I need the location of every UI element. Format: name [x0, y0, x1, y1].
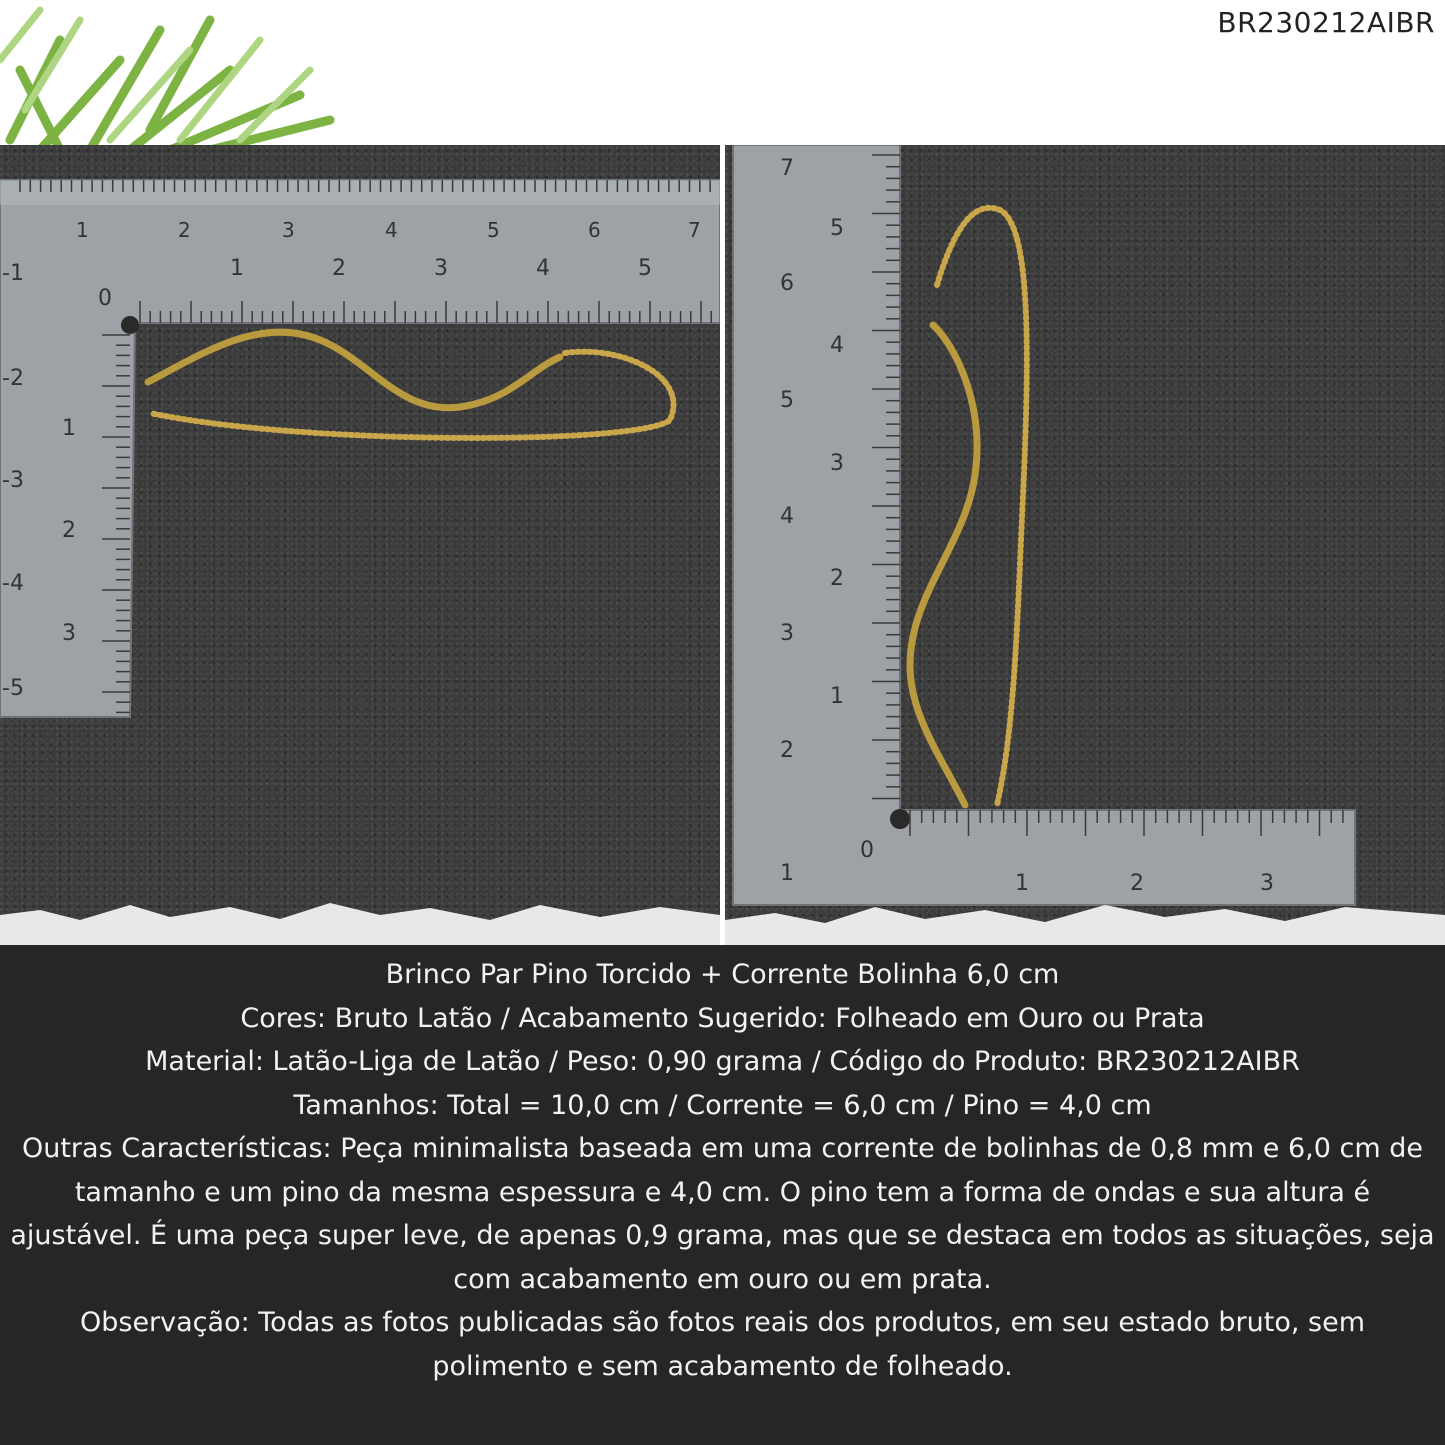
ruler-label: 3	[434, 256, 448, 281]
earring-chain	[937, 208, 1027, 805]
ruler-label: 6	[588, 218, 601, 242]
plant-decoration	[0, 0, 360, 150]
ruler-label: -5	[2, 676, 24, 701]
ruler-label: -2	[2, 366, 24, 391]
product-note: Observação: Todas as fotos publicadas são fotos reais dos produtos, em seu estado bruto, sem polimento e sem acabamento de folheado.	[79, 1307, 1366, 1382]
product-code: BR230212AIBR	[1217, 6, 1435, 39]
ruler-photo-left	[0, 145, 720, 945]
product-features: Outras Características: Peça minimalista baseada em uma corrente de bolinhas de 0,8 mm e 6,0 cm de tamanho e um pino da mesma espessura e 4,0 cm. O pino tem a forma de ondas e sua altura é ajustável. É uma peça super leve, de apenas 0,9 grama, mas que se destaca em todos as situações, seja com acabamento em ouro ou em prata.	[10, 1133, 1435, 1295]
ruler-label: 1	[62, 416, 76, 441]
product-description	[0, 945, 1445, 1445]
ruler-label: 3	[780, 621, 794, 646]
ruler-label: 1	[1015, 871, 1029, 896]
ruler-label: 2	[780, 738, 794, 763]
ruler-label: 2	[62, 518, 76, 543]
product-material: Material: Latão-Liga de Latão / Peso: 0,90 grama / Código do Produto: BR230212AIBR	[145, 1046, 1300, 1077]
earring-chain	[150, 352, 673, 438]
ruler-label: 0	[98, 286, 112, 311]
ruler-label: 1	[830, 684, 844, 709]
ruler-label: 1	[76, 218, 89, 242]
ruler-label: 3	[1260, 871, 1274, 896]
ruler-label: 7	[780, 156, 794, 181]
ruler-label: 7	[688, 218, 701, 242]
ruler-label: 3	[62, 621, 76, 646]
ruler-label: 3	[830, 451, 844, 476]
ruler-label: 5	[487, 218, 500, 242]
ruler-label: 1	[230, 256, 244, 281]
product-photo-horizontal	[0, 145, 720, 945]
ruler-label: 4	[385, 218, 398, 242]
ruler-label: 3	[282, 218, 295, 242]
ruler-photo-right	[725, 145, 1445, 945]
product-title: Brinco Par Pino Torcido + Corrente Bolinha 6,0 cm	[385, 959, 1060, 990]
ruler-label: 5	[780, 388, 794, 413]
ruler-label: 5	[638, 256, 652, 281]
ruler-label: -1	[2, 261, 24, 286]
product-colors: Cores: Bruto Latão / Acabamento Sugerido: Folheado em Ouro ou Prata	[240, 1002, 1205, 1034]
ruler-label: 0	[860, 838, 874, 863]
ruler-label: 2	[1130, 871, 1144, 896]
ruler-label: 2	[830, 566, 844, 591]
product-photo-vertical	[725, 145, 1445, 945]
ruler-label: -3	[2, 468, 24, 493]
ruler-label: 5	[830, 216, 844, 241]
earring-pin	[910, 325, 977, 805]
ruler-label: -4	[2, 571, 24, 596]
ruler-label: 4	[780, 504, 794, 529]
ruler-label: 1	[780, 861, 794, 886]
ruler-label: 4	[536, 256, 550, 281]
ruler-label: 6	[780, 271, 794, 296]
ruler-label: 2	[332, 256, 346, 281]
ruler-label: 2	[178, 218, 191, 242]
product-sizes: Tamanhos: Total = 10,0 cm / Corrente = 6,0 cm / Pino = 4,0 cm	[293, 1089, 1152, 1121]
earring-pin	[148, 332, 560, 408]
ruler-label: 4	[830, 333, 844, 358]
